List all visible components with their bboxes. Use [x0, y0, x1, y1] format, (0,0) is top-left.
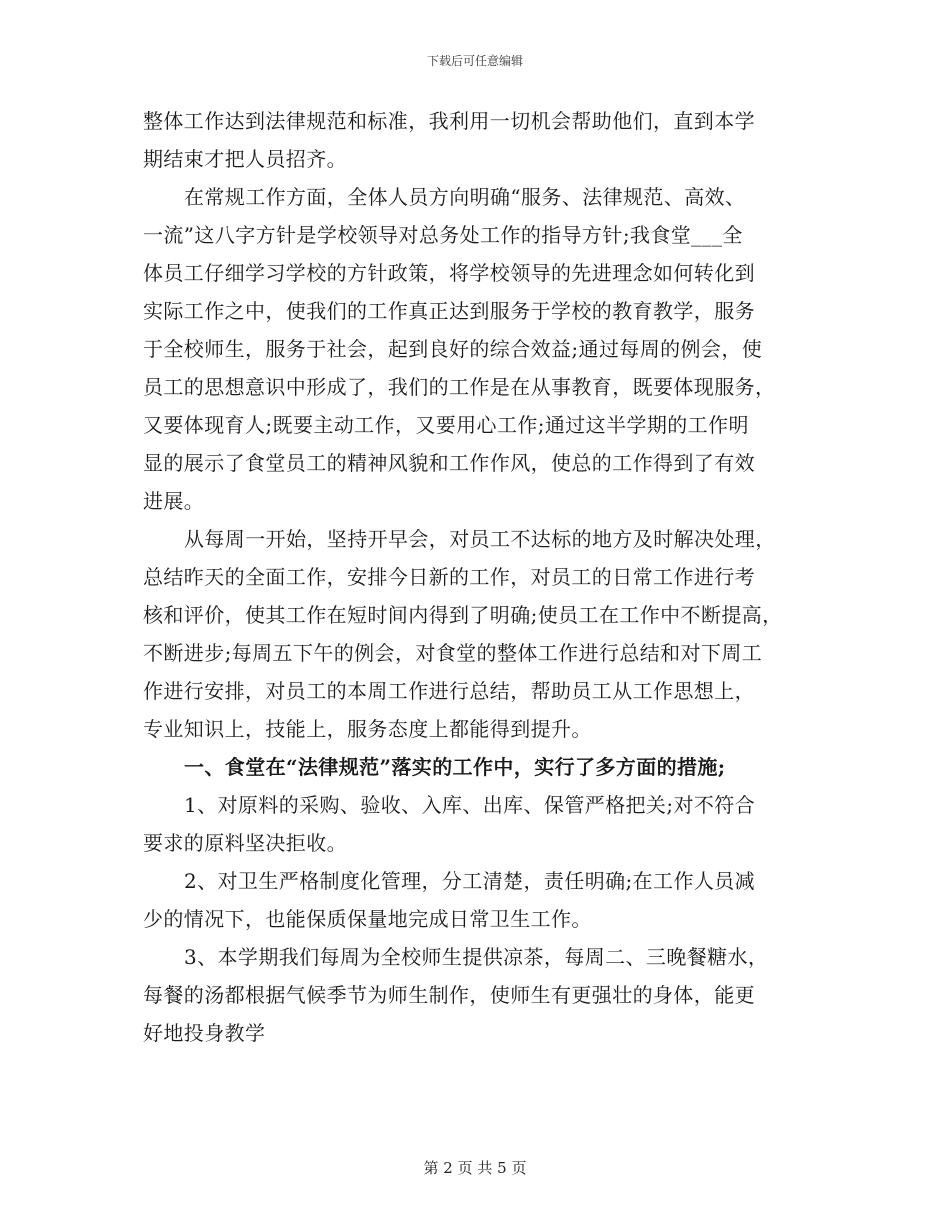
text-line: 整体工作达到法律规范和标准，我利用一切机会帮助他们，直到本学	[143, 109, 755, 133]
text-line: 每餐的汤都根据气候季节为师生制作，使师生有更强壮的身体，能更	[143, 983, 755, 1007]
text-line: 期结束才把人员招齐。	[143, 147, 347, 171]
paragraph-start-line: 从每周一开始，坚持开早会，对员工不达标的地方及时解决处理，	[184, 527, 776, 551]
list-item-start-line: 1、对原料的采购、验收、入库、出库、保管严格把关;对不符合	[184, 793, 756, 817]
text-line: 总结昨天的全面工作，安排今日新的工作，对员工的日常工作进行考	[143, 565, 755, 589]
list-item-start-line: 3、本学期我们每周为全校师生提供凉茶，每周二、三晚餐糖水，	[184, 945, 769, 969]
page-header: 下载后可任意编辑	[426, 54, 523, 68]
text-line: 实际工作之中，使我们的工作真正达到服务于学校的教育教学，服务	[143, 299, 755, 323]
text-line: 要求的原料坚决拒收。	[143, 831, 347, 855]
document-body	[143, 102, 808, 1052]
text-line: 于全校师生，服务于社会，起到良好的综合效益;通过每周的例会，使	[143, 337, 763, 361]
text-line: 少的情况下，也能保质保量地完成日常卫生工作。	[143, 907, 592, 931]
text-line: 作进行安排，对员工的本周工作进行总结，帮助员工从工作思想上，	[143, 679, 755, 703]
paragraph-start-line: 在常规工作方面，全体人员方向明确“服务、法律规范、高效、	[184, 185, 746, 209]
text-line: 员工的思想意识中形成了，我们的工作是在从事教育，既要体现服务，	[143, 375, 776, 399]
section-heading: 一、食堂在“法律规范”落实的工作中，实行了多方面的措施;	[184, 755, 726, 779]
text-line: 显的展示了食堂员工的精神风貌和工作作风，使总的工作得到了有效	[143, 451, 755, 475]
text-line: 不断进步;每周五下午的例会，对食堂的整体工作进行总结和对下周工	[143, 641, 763, 665]
text-line: 核和评价，使其工作在短时间内得到了明确;使员工在工作中不断提高，	[143, 603, 783, 627]
text-line: 体员工仔细学习学校的方针政策，将学校领导的先进理念如何转化到	[143, 261, 755, 285]
text-line: 好地投身教学	[143, 1021, 266, 1045]
text-line: 专业知识上，技能上，服务态度上都能得到提升。	[143, 717, 592, 741]
list-item-start-line: 2、对卫生严格制度化管理，分工清楚，责任明确;在工作人员减	[184, 869, 756, 893]
page-number-footer: 第 2 页 共 5 页	[423, 1159, 527, 1177]
text-line: 又要体现育人;既要主动工作，又要用心工作;通过这半学期的工作明	[143, 413, 749, 437]
text-line: 一流”这八字方针是学校领导对总务处工作的指导方针;我食堂___全	[143, 223, 743, 247]
text-line: 进展。	[143, 489, 205, 513]
